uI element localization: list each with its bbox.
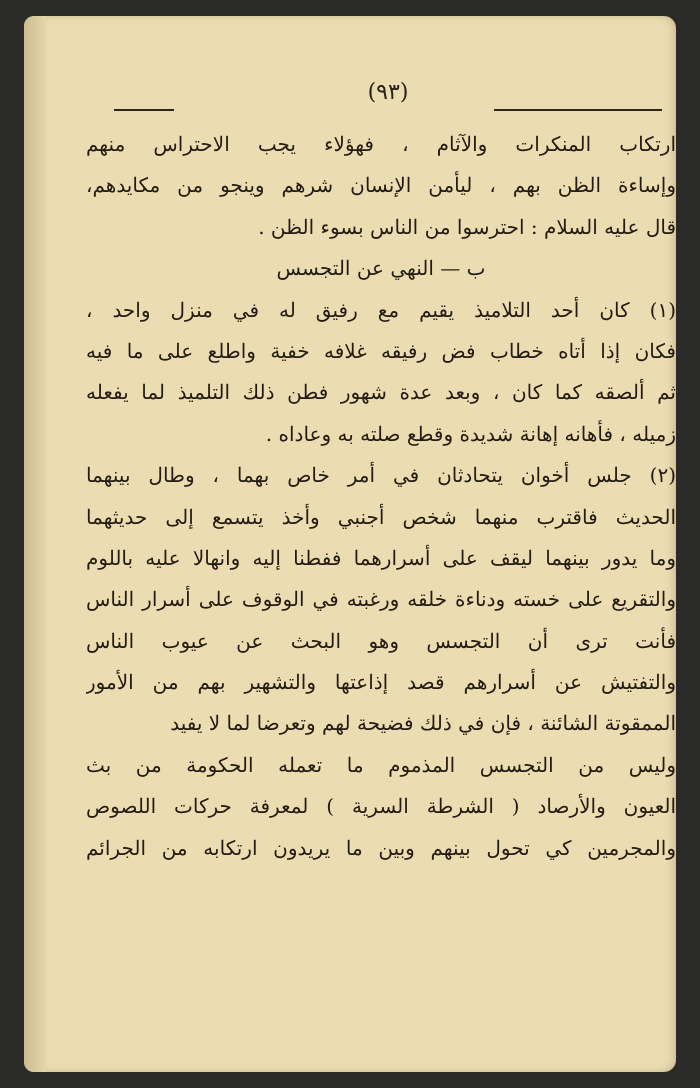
text-line: الممقوتة الشائنة ، فإن في ذلك فضيحة لهم وتعرضا لما لا يفيد <box>170 711 676 736</box>
text-line: والتفتيش عن أسرارهم قصد إذاعتها والتشهير بهم من الأمور <box>86 670 676 695</box>
text-line: وما يدور بينهما ليقف على أسرارهما ففطنا إليه وانهالا عليه باللوم <box>86 545 676 570</box>
page-number: (٩٣) <box>367 80 409 105</box>
page-header <box>114 80 662 110</box>
text-line: وليس من التجسس المذموم ما تعمله الحكومة من بث <box>86 752 676 777</box>
text-line: العيون والأرصاد ( الشرطة السرية ) لمعرفة حركات اللصوص <box>86 794 676 819</box>
text-line: فكان إذا أتاه خطاب فض رفيقه غلافه خفية واطلع على ما فيه <box>86 338 676 363</box>
page-gutter-shadow <box>24 16 46 1072</box>
text-line: وإساءة الظن بهم ، ليأمن الإنسان شرهم وينجو من مكايدهم، <box>86 173 676 198</box>
text-line: زميله ، فأهانه إهانة شديدة وقطع صلته به وعاداه . <box>265 421 676 446</box>
section-heading: ب — النهي عن التجسس <box>276 256 486 281</box>
text-line: (٢) جلس أخوان يتحادثان في أمر خاص بهما ، وطال بينهما <box>86 463 676 488</box>
text-line: الحديث فاقترب منهما شخص أجنبي وأخذ يتسمع إلى حديثهما <box>86 504 676 529</box>
text-line: (١) كان أحد التلاميذ يقيم مع رفيق له في منزل واحد ، <box>86 297 676 322</box>
text-line: قال عليه السلام : احترسوا من الناس بسوء الظن . <box>258 214 676 239</box>
text-line: والمجرمين كي تحول بينهم وبين ما يريدون ارتكابه من الجرائم <box>86 835 676 860</box>
text-line: ارتكاب المنكرات والآثام ، فهؤلاء يجب الاحتراس منهم <box>86 132 676 156</box>
text-line: فأنت ترى أن التجسس وهو البحث عن عيوب الناس <box>86 628 676 653</box>
text-line: ثم ألصقه كما كان ، وبعد عدة شهور فطن ذلك التلميذ لما يفعله <box>86 380 676 405</box>
text-line: والتقريع على خسته ودناءة خلقه ورغبته في الوقوف على أسرار الناس <box>86 587 676 612</box>
book-page <box>24 16 676 1072</box>
header-rule-left <box>114 109 174 111</box>
body-text <box>86 124 676 869</box>
header-rule-right <box>494 109 662 111</box>
